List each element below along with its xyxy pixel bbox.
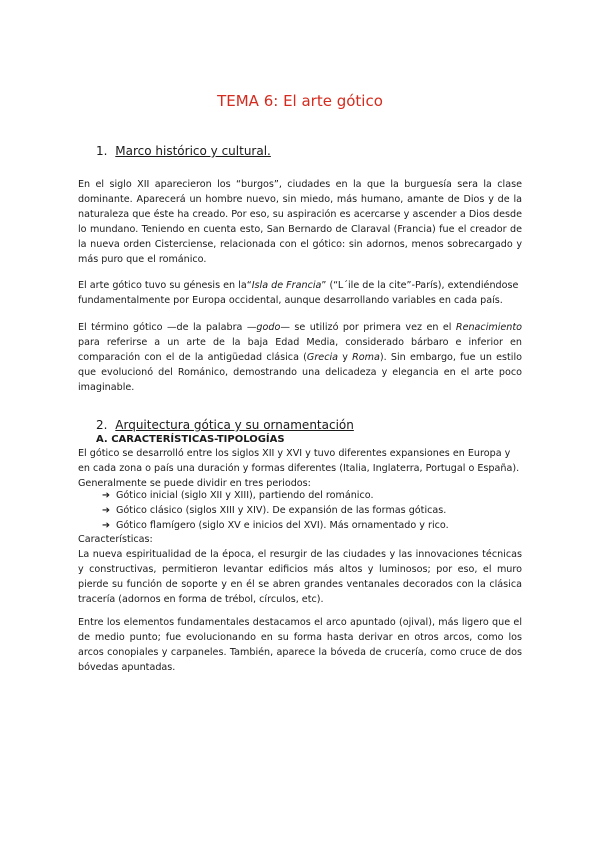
list-item-text: Gótico inicial (siglo XII y XIII), partiendo del románico. [116, 490, 374, 501]
section-1-heading [96, 144, 271, 158]
text-run: — se utilizó por primera vez en el [280, 322, 456, 333]
emphasis-roma: Roma [352, 352, 380, 363]
arrow-right-icon: ➔ [102, 505, 111, 516]
emphasis-renacimiento: Renacimiento [455, 322, 522, 333]
arrow-right-icon: ➔ [102, 520, 111, 531]
paragraph-intro-periodos: El gótico se desarrolló entre los siglos XII y XVI y tuvo diferentes expansiones en Europa y en cada zona o país una duración y formas diferentes (Italia, Inglaterra, Portugal o España). Generalmente se puede dividir en tres periodos: [78, 448, 520, 489]
page-title: TEMA 6: El arte gótico [217, 92, 383, 110]
paragraph-genesis [78, 278, 522, 308]
text-run: para referirse a un arte de la baja Edad Media, considerado bárbaro e inferior en comparación con el de la antigüedad clásica ( [78, 337, 522, 363]
list-item [102, 518, 449, 533]
section-2-number: 2. [96, 418, 108, 432]
emphasis-grecia: Grecia [306, 352, 339, 363]
list-item-text: Gótico flamígero (siglo XV e inicios del XVI). Más ornamentado y rico. [116, 520, 449, 531]
text-run: ). Sin embargo, fue un estilo que evolucionó del Románico, demostrando una delicadeza y elegancia en el arte poco imaginable. [78, 352, 522, 393]
text-run: ” (“L´ile de la cite”-París), extendiéndose fundamentalmente por Europa occidental, aunque desarrollando variables en cada país. [78, 280, 519, 306]
section-2-heading [96, 418, 354, 432]
emphasis-isla-de-francia: Isla de Francia [251, 280, 322, 291]
arrow-right-icon: ➔ [102, 490, 111, 501]
list-item [102, 488, 374, 503]
section-1-title: Marco histórico y cultural. [115, 144, 271, 158]
paragraph-nueva-espiritualidad: La nueva espiritualidad de la época, el resurgir de las ciudades y las innovaciones técnicas y constructivas, permitieron levantar edificios más altos y luminosos; por eso, el muro pierde su función de soporte y en él se abren grandes ventanales decorados con la clásica tracería (adornos en forma de trébol, círculos, etc). [78, 549, 522, 605]
emphasis-godo: godo [256, 322, 281, 333]
text-run: y [338, 352, 353, 363]
text-run: El arte gótico tuvo su génesis en la“ [78, 280, 252, 291]
text-run: El término gótico —de la palabra — [78, 322, 257, 333]
subsection-a-heading: A. CARACTERÍSTICAS-TIPOLOGÍAS [96, 434, 285, 445]
section-2-title: Arquitectura gótica y su ornamentación [115, 418, 354, 432]
list-item [102, 503, 446, 518]
list-item-text: Gótico clásico (siglos XIII y XIV). De expansión de las formas góticas. [116, 505, 447, 516]
section-1-number: 1. [96, 144, 108, 158]
paragraph-termino-gotico [78, 320, 522, 395]
paragraph-burgos: En el siglo XII aparecieron los “burgos”, ciudades en la que la burguesía sera la clase dominante. Aparecerá un hombre nuevo, sin miedo, más humano, amante de Dios y de la naturaleza que éste ha creado. Por eso, su aspiración es acercarse y ascender a Dios desde lo mundano. Teniendo en cuenta esto, San Bernardo de Claraval (Francia) fue el creador de la nueva orden Cisterciense, relacionada con el gótico: sin adornos, menos sobrecargado y más puro que el románico. [78, 179, 522, 265]
caracteristicas-label: Características: [78, 534, 153, 545]
paragraph-elementos-fundamentales: Entre los elementos fundamentales destacamos el arco apuntado (ojival), más ligero que el de medio punto; fue evolucionando en su forma hasta derivar en otros arcos, como los arcos conopiales y carpaneles. También, aparece la bóveda de crucería, como cruce de dos bóvedas apuntadas. [78, 617, 522, 673]
